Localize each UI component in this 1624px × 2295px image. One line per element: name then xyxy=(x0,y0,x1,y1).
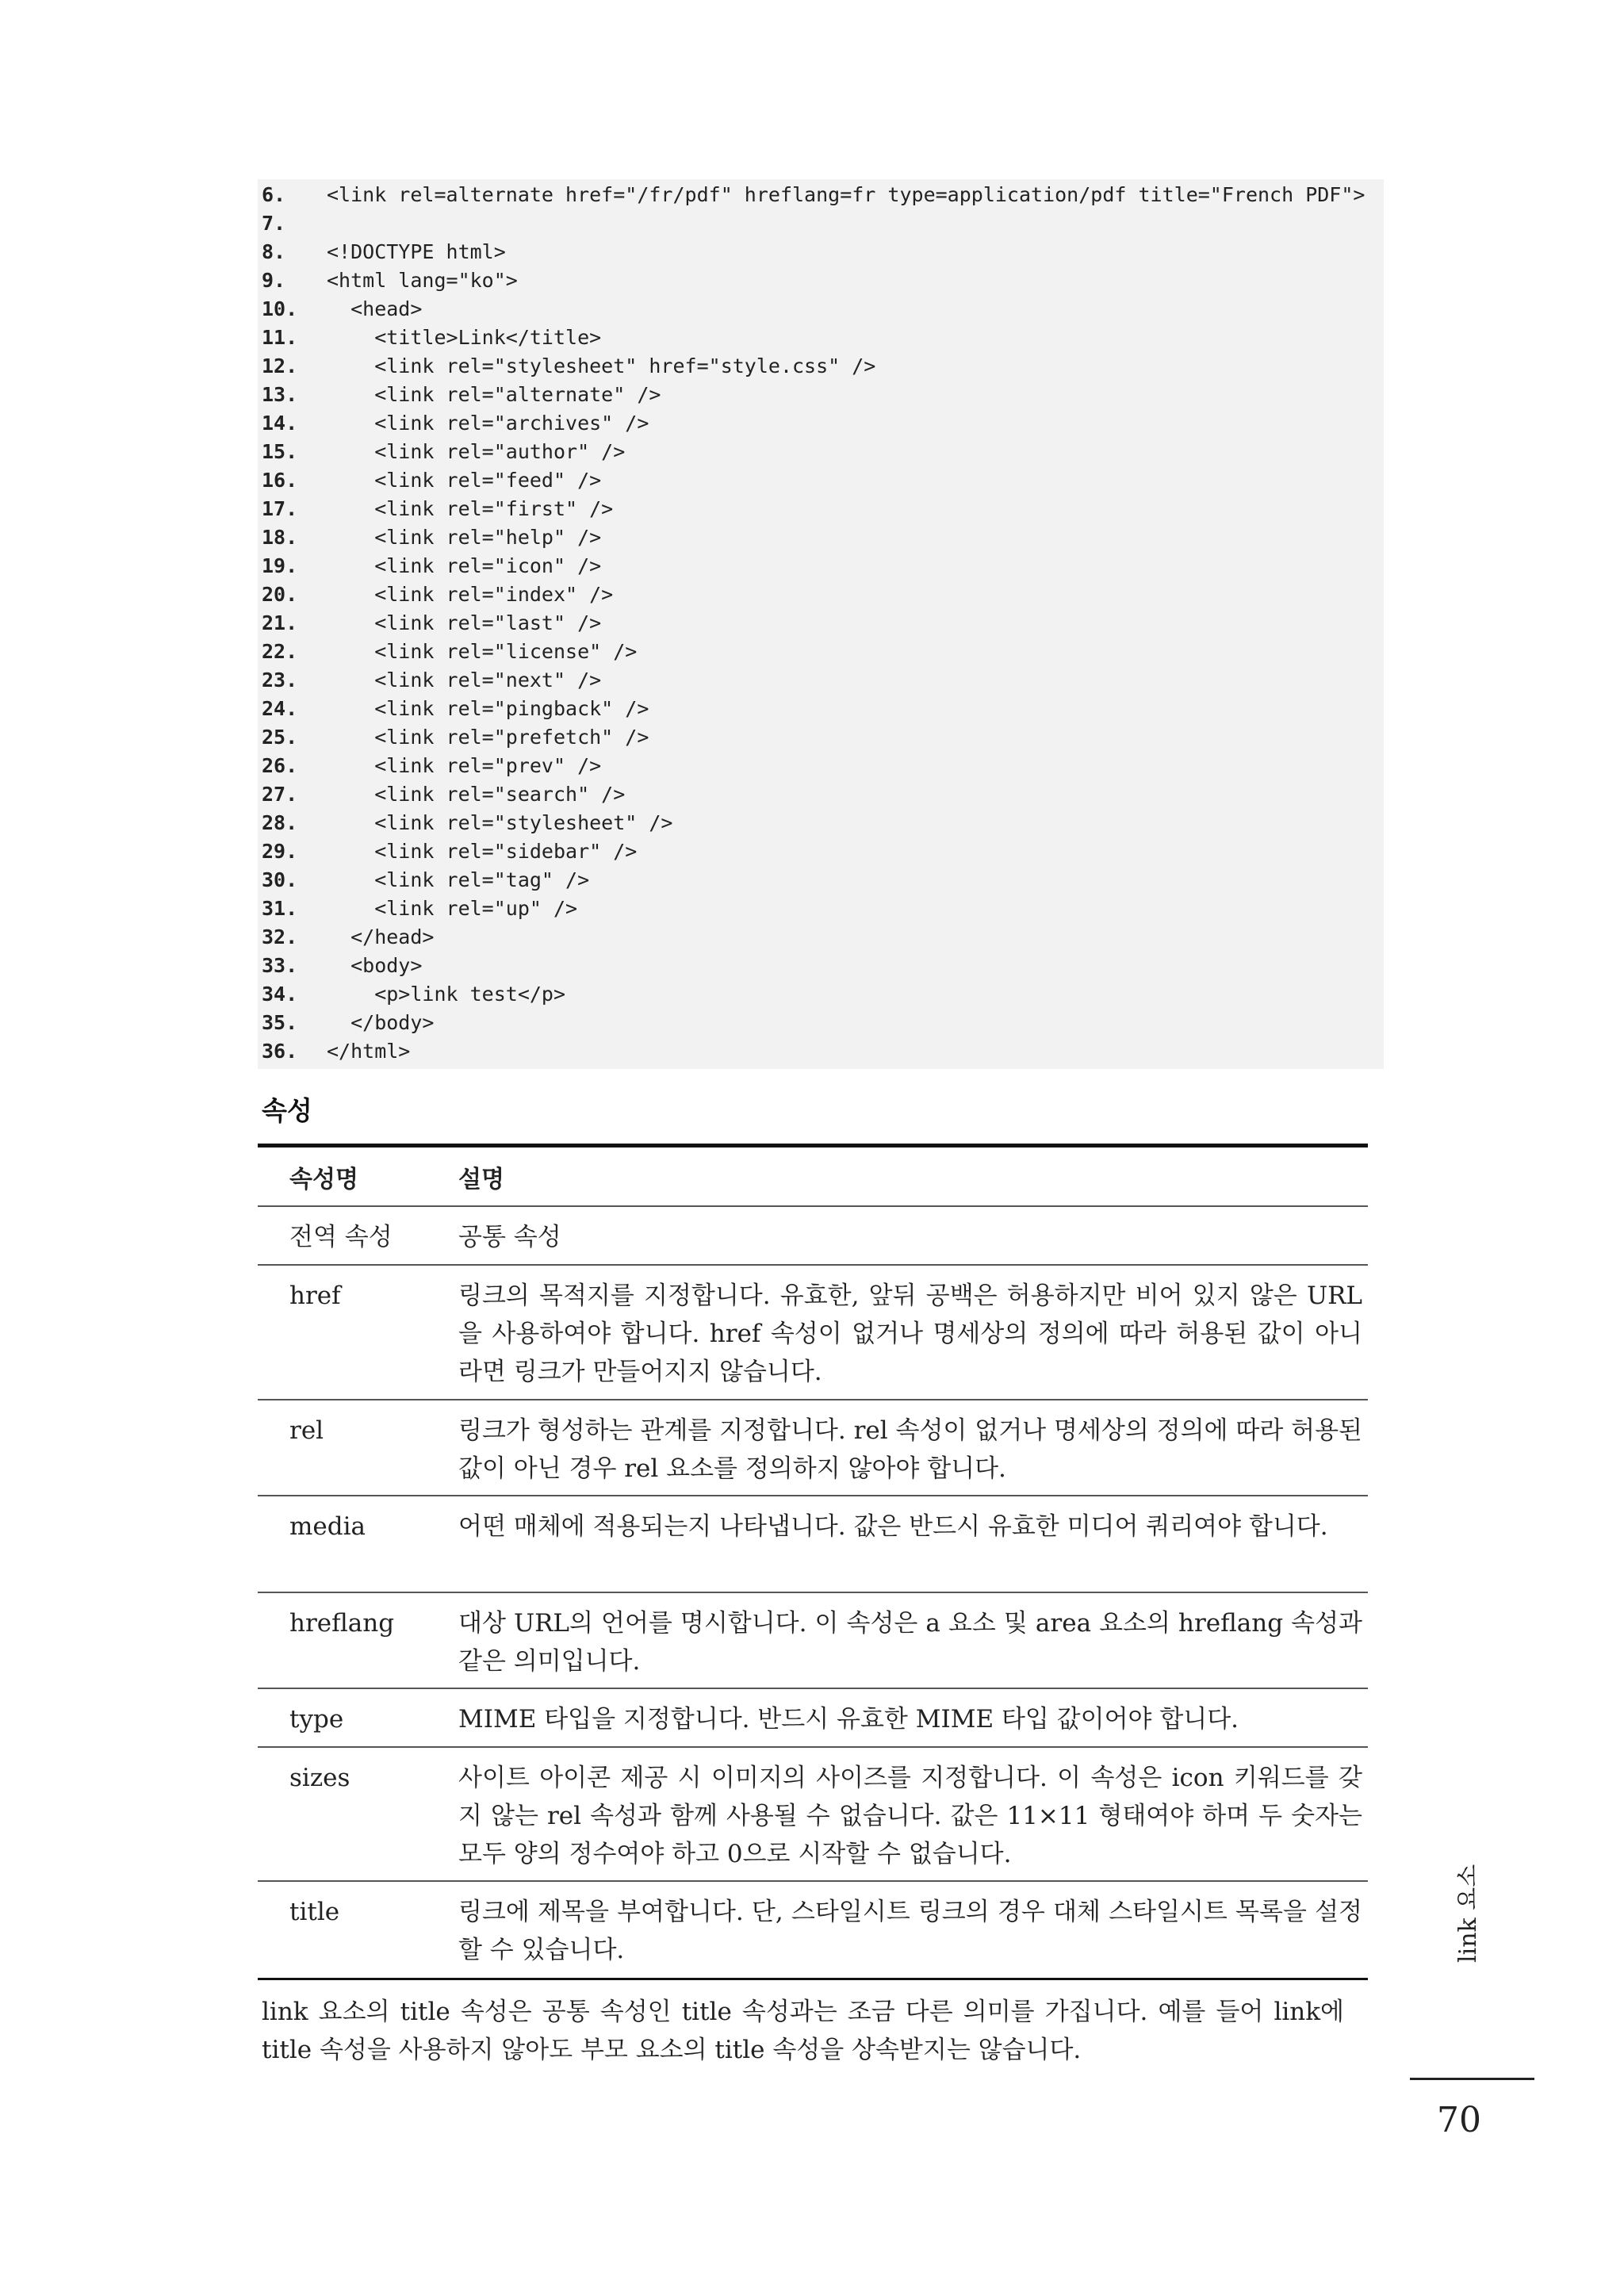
line-number: 10. xyxy=(262,297,298,320)
line-number: 34. xyxy=(262,983,298,1006)
line-number: 33. xyxy=(262,954,298,977)
code-text: </body> xyxy=(327,1011,435,1034)
code-text: <link rel="first" /> xyxy=(327,497,614,520)
code-text: <link rel="author" /> xyxy=(327,440,626,463)
attr-name: type xyxy=(289,1705,344,1734)
table-divider xyxy=(258,1264,1368,1266)
attr-name: media xyxy=(289,1512,366,1541)
code-text: <link rel="up" /> xyxy=(327,897,578,920)
line-number: 9. xyxy=(262,269,286,292)
line-number: 11. xyxy=(262,326,298,349)
line-number: 12. xyxy=(262,354,298,377)
note-paragraph: link 요소의 title 속성은 공통 속성인 title 속성과는 조금 다른 의미를 가집니다. 예를 들어 link에 title 속성을 사용하지 않아도 부모 요소의 title 속성을 상속받지는 않습니다. xyxy=(262,1998,1344,2064)
attr-desc: MIME 타입을 지정합니다. 반드시 유효한 MIME 타입 값이어야 합니다. xyxy=(458,1705,1239,1734)
line-number: 6. xyxy=(262,183,286,206)
line-number: 21. xyxy=(262,611,298,634)
attr-desc: 링크가 형성하는 관계를 지정합니다. rel 속성이 없거나 명세상의 정의에 따라 허용된 값이 아닌 경우 rel 요소를 정의하지 않아야 합니다. xyxy=(458,1416,1362,1483)
code-text: <link rel="last" /> xyxy=(327,611,602,634)
line-number: 24. xyxy=(262,697,298,720)
line-number: 27. xyxy=(262,783,298,806)
line-number: 18. xyxy=(262,526,298,549)
line-number: 17. xyxy=(262,497,298,520)
table-header-name: 속성명 xyxy=(289,1166,358,1193)
code-text: <link rel="stylesheet" /> xyxy=(327,811,673,834)
code-text: <link rel=alternate href="/fr/pdf" hreflang=fr type=application/pdf title="French PDF"> xyxy=(327,183,1365,206)
table-divider xyxy=(258,1495,1368,1496)
table-divider xyxy=(258,1399,1368,1400)
code-text: <link rel="pingback" /> xyxy=(327,697,649,720)
line-number: 32. xyxy=(262,925,298,948)
code-text: <link rel="license" /> xyxy=(327,640,638,663)
table-header-desc: 설명 xyxy=(458,1166,504,1193)
line-number: 20. xyxy=(262,583,298,606)
code-text: <link rel="feed" /> xyxy=(327,469,602,492)
code-text: <link rel="help" /> xyxy=(327,526,602,549)
table-divider xyxy=(258,1880,1368,1882)
code-block xyxy=(258,179,1384,1069)
line-number: 30. xyxy=(262,868,298,891)
attr-desc: 대상 URL의 언어를 명시합니다. 이 속성은 a 요소 및 area 요소의 hreflang 속성과 같은 의미입니다. xyxy=(458,1609,1362,1676)
attr-desc: 링크의 목적지를 지정합니다. 유효한, 앞뒤 공백은 허용하지만 비어 있지 않은 URL을 사용하여야 합니다. href 속성이 없거나 명세상의 정의에 따라 허용된 값이 아니라면 링크가 만들어지지 않습니다. xyxy=(458,1282,1362,1386)
attr-name: hreflang xyxy=(289,1609,395,1638)
line-number: 19. xyxy=(262,554,298,577)
code-text: <link rel="icon" /> xyxy=(327,554,602,577)
code-text: <body> xyxy=(327,954,423,977)
attr-desc: 사이트 아이콘 제공 시 이미지의 사이즈를 지정합니다. 이 속성은 icon 키워드를 갖지 않는 rel 속성과 함께 사용될 수 없습니다. 값은 11×11 형태여야 하며 두 숫자는 모두 양의 정수여야 하고 0으로 시작할 수 없습니다. xyxy=(458,1764,1362,1868)
code-text: <head> xyxy=(327,297,423,320)
code-text: <link rel="archives" /> xyxy=(327,412,649,435)
code-text: <link rel="alternate" /> xyxy=(327,383,661,406)
table-top-rule xyxy=(258,1144,1368,1148)
attr-desc: 어떤 매체에 적용되는지 나타냅니다. 값은 반드시 유효한 미디어 쿼리여야 합니다. xyxy=(458,1512,1328,1541)
line-number: 35. xyxy=(262,1011,298,1034)
code-text: <!DOCTYPE html> xyxy=(327,240,506,263)
code-text: <html lang="ko"> xyxy=(327,269,518,292)
section-title: 속성 xyxy=(262,1095,312,1126)
attr-name: 전역 속성 xyxy=(289,1223,393,1251)
line-number: 13. xyxy=(262,383,298,406)
attr-name: title xyxy=(289,1898,340,1926)
line-number: 22. xyxy=(262,640,298,663)
line-number: 14. xyxy=(262,412,298,435)
line-number: 7. xyxy=(262,212,286,235)
line-number: 36. xyxy=(262,1040,298,1063)
code-text: <link rel="prev" /> xyxy=(327,754,602,777)
table-divider xyxy=(258,1205,1368,1207)
line-number: 26. xyxy=(262,754,298,777)
line-number: 29. xyxy=(262,840,298,863)
code-text: <link rel="stylesheet" href="style.css" /> xyxy=(327,354,876,377)
line-number: 8. xyxy=(262,240,286,263)
code-text: <link rel="sidebar" /> xyxy=(327,840,638,863)
line-number: 28. xyxy=(262,811,298,834)
side-rule xyxy=(1410,2078,1534,2080)
line-number: 25. xyxy=(262,726,298,749)
attr-desc: 링크에 제목을 부여합니다. 단, 스타일시트 링크의 경우 대체 스타일시트 목록을 설정할 수 있습니다. xyxy=(458,1898,1362,1964)
code-text: <link rel="search" /> xyxy=(327,783,626,806)
code-text: <link rel="index" /> xyxy=(327,583,614,606)
table-divider xyxy=(258,1592,1368,1593)
page-number: 70 xyxy=(1437,2100,1481,2140)
code-text: <p>link test</p> xyxy=(327,983,566,1006)
code-text: </head> xyxy=(327,925,435,948)
line-number: 15. xyxy=(262,440,298,463)
code-text: <title>Link</title> xyxy=(327,326,602,349)
table-divider xyxy=(258,1746,1368,1748)
line-number: 31. xyxy=(262,897,298,920)
code-text: <link rel="tag" /> xyxy=(327,868,590,891)
line-number: 23. xyxy=(262,669,298,692)
attr-desc: 공통 속성 xyxy=(458,1223,561,1251)
table-divider xyxy=(258,1688,1368,1689)
code-text: </html> xyxy=(327,1040,411,1063)
code-text: <link rel="prefetch" /> xyxy=(327,726,649,749)
line-number: 16. xyxy=(262,469,298,492)
code-text: <link rel="next" /> xyxy=(327,669,602,692)
attr-name: rel xyxy=(289,1416,324,1445)
attr-name: href xyxy=(289,1282,341,1310)
table-bottom-rule xyxy=(258,1978,1368,1980)
chapter-side-label: link 요소 xyxy=(1454,1864,1482,1963)
attr-name: sizes xyxy=(289,1764,350,1792)
